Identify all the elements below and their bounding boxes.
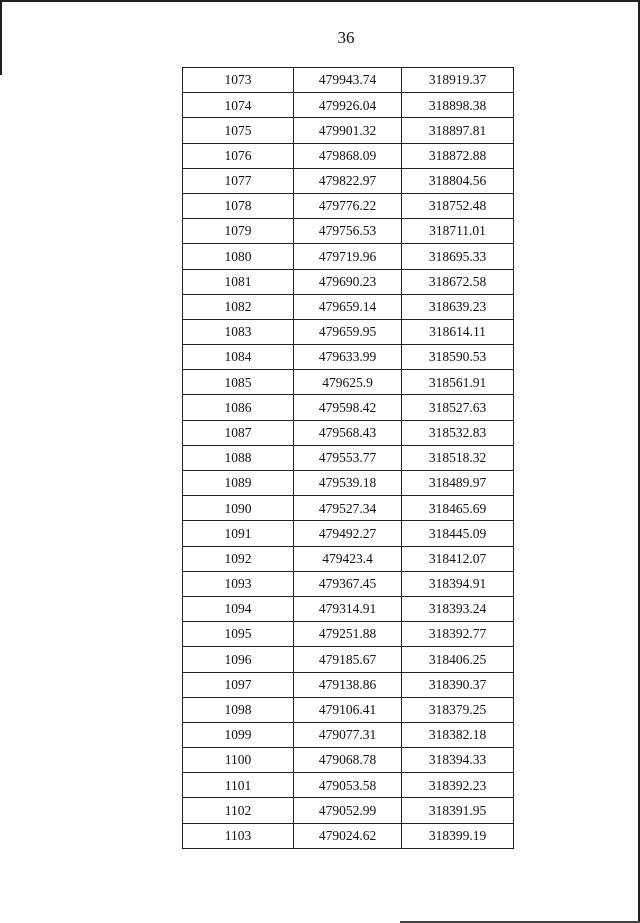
table-row	[183, 722, 514, 747]
y-coordinate-cell: 318614.11	[402, 319, 514, 344]
point-number-cell: 1073	[183, 68, 294, 93]
y-coordinate-cell: 318672.58	[402, 269, 514, 294]
x-coordinate-cell: 479052.99	[294, 798, 402, 823]
x-coordinate-cell: 479106.41	[294, 697, 402, 722]
point-number-cell: 1096	[183, 647, 294, 672]
y-coordinate-cell: 318639.23	[402, 294, 514, 319]
point-number-cell: 1087	[183, 420, 294, 445]
y-coordinate-cell: 318752.48	[402, 193, 514, 218]
point-number-cell: 1100	[183, 748, 294, 773]
y-coordinate-cell: 318590.53	[402, 345, 514, 370]
table-row	[183, 823, 514, 848]
y-coordinate-cell: 318399.19	[402, 823, 514, 848]
y-coordinate-cell: 318804.56	[402, 168, 514, 193]
table-row	[183, 496, 514, 521]
x-coordinate-cell: 479024.62	[294, 823, 402, 848]
x-coordinate-cell: 479868.09	[294, 143, 402, 168]
x-coordinate-cell: 479943.74	[294, 68, 402, 93]
table-row	[183, 118, 514, 143]
y-coordinate-cell: 318527.63	[402, 395, 514, 420]
coordinates-table-body	[183, 68, 514, 849]
point-number-cell: 1094	[183, 596, 294, 621]
point-number-cell: 1097	[183, 672, 294, 697]
point-number-cell: 1084	[183, 345, 294, 370]
y-coordinate-cell: 318379.25	[402, 697, 514, 722]
table-row	[183, 319, 514, 344]
table-row	[183, 420, 514, 445]
x-coordinate-cell: 479901.32	[294, 118, 402, 143]
page-edge-top	[0, 0, 640, 2]
table-row	[183, 294, 514, 319]
x-coordinate-cell: 479423.4	[294, 546, 402, 571]
y-coordinate-cell: 318445.09	[402, 521, 514, 546]
point-number-cell: 1089	[183, 471, 294, 496]
table-row	[183, 370, 514, 395]
point-number-cell: 1083	[183, 319, 294, 344]
x-coordinate-cell: 479690.23	[294, 269, 402, 294]
x-coordinate-cell: 479053.58	[294, 773, 402, 798]
point-number-cell: 1090	[183, 496, 294, 521]
point-number-cell: 1095	[183, 622, 294, 647]
y-coordinate-cell: 318465.69	[402, 496, 514, 521]
y-coordinate-cell: 318518.32	[402, 445, 514, 470]
x-coordinate-cell: 479068.78	[294, 748, 402, 773]
y-coordinate-cell: 318394.91	[402, 571, 514, 596]
table-row	[183, 168, 514, 193]
x-coordinate-cell: 479719.96	[294, 244, 402, 269]
x-coordinate-cell: 479633.99	[294, 345, 402, 370]
x-coordinate-cell: 479251.88	[294, 622, 402, 647]
y-coordinate-cell: 318392.23	[402, 773, 514, 798]
table-row	[183, 345, 514, 370]
page-number: 36	[337, 28, 355, 47]
table-row	[183, 697, 514, 722]
y-coordinate-cell: 318394.33	[402, 748, 514, 773]
x-coordinate-cell: 479659.95	[294, 319, 402, 344]
table-row	[183, 596, 514, 621]
x-coordinate-cell: 479138.86	[294, 672, 402, 697]
x-coordinate-cell: 479756.53	[294, 219, 402, 244]
table-row	[183, 748, 514, 773]
y-coordinate-cell: 318390.37	[402, 672, 514, 697]
y-coordinate-cell: 318532.83	[402, 420, 514, 445]
point-number-cell: 1093	[183, 571, 294, 596]
x-coordinate-cell: 479659.14	[294, 294, 402, 319]
coordinates-table	[182, 67, 514, 849]
x-coordinate-cell: 479077.31	[294, 722, 402, 747]
y-coordinate-cell: 318872.88	[402, 143, 514, 168]
x-coordinate-cell: 479314.91	[294, 596, 402, 621]
y-coordinate-cell: 318898.38	[402, 93, 514, 118]
y-coordinate-cell: 318695.33	[402, 244, 514, 269]
table-row	[183, 93, 514, 118]
y-coordinate-cell: 318711.01	[402, 219, 514, 244]
x-coordinate-cell: 479527.34	[294, 496, 402, 521]
table-row	[183, 521, 514, 546]
x-coordinate-cell: 479553.77	[294, 445, 402, 470]
y-coordinate-cell: 318392.77	[402, 622, 514, 647]
table-row	[183, 471, 514, 496]
table-row	[183, 244, 514, 269]
y-coordinate-cell: 318412.07	[402, 546, 514, 571]
table-row	[183, 193, 514, 218]
table-row	[183, 68, 514, 93]
point-number-cell: 1077	[183, 168, 294, 193]
point-number-cell: 1078	[183, 193, 294, 218]
table-row	[183, 269, 514, 294]
y-coordinate-cell: 318391.95	[402, 798, 514, 823]
table-row	[183, 571, 514, 596]
point-number-cell: 1085	[183, 370, 294, 395]
x-coordinate-cell: 479926.04	[294, 93, 402, 118]
table-row	[183, 143, 514, 168]
table-row	[183, 672, 514, 697]
point-number-cell: 1081	[183, 269, 294, 294]
table-row	[183, 219, 514, 244]
x-coordinate-cell: 479822.97	[294, 168, 402, 193]
point-number-cell: 1099	[183, 722, 294, 747]
y-coordinate-cell: 318382.18	[402, 722, 514, 747]
point-number-cell: 1075	[183, 118, 294, 143]
point-number-cell: 1102	[183, 798, 294, 823]
x-coordinate-cell: 479367.45	[294, 571, 402, 596]
point-number-cell: 1086	[183, 395, 294, 420]
point-number-cell: 1074	[183, 93, 294, 118]
point-number-cell: 1103	[183, 823, 294, 848]
table-row	[183, 798, 514, 823]
point-number-cell: 1092	[183, 546, 294, 571]
x-coordinate-cell: 479539.18	[294, 471, 402, 496]
point-number-cell: 1082	[183, 294, 294, 319]
y-coordinate-cell: 318406.25	[402, 647, 514, 672]
x-coordinate-cell: 479185.67	[294, 647, 402, 672]
x-coordinate-cell: 479568.43	[294, 420, 402, 445]
y-coordinate-cell: 318919.37	[402, 68, 514, 93]
table-row	[183, 773, 514, 798]
y-coordinate-cell: 318897.81	[402, 118, 514, 143]
x-coordinate-cell: 479598.42	[294, 395, 402, 420]
y-coordinate-cell: 318393.24	[402, 596, 514, 621]
point-number-cell: 1076	[183, 143, 294, 168]
table-row	[183, 445, 514, 470]
table-row	[183, 395, 514, 420]
y-coordinate-cell: 318561.91	[402, 370, 514, 395]
point-number-cell: 1088	[183, 445, 294, 470]
point-number-cell: 1080	[183, 244, 294, 269]
point-number-cell: 1098	[183, 697, 294, 722]
table-row	[183, 647, 514, 672]
table-row	[183, 622, 514, 647]
point-number-cell: 1101	[183, 773, 294, 798]
x-coordinate-cell: 479625.9	[294, 370, 402, 395]
y-coordinate-cell: 318489.97	[402, 471, 514, 496]
x-coordinate-cell: 479492.27	[294, 521, 402, 546]
x-coordinate-cell: 479776.22	[294, 193, 402, 218]
point-number-cell: 1091	[183, 521, 294, 546]
point-number-cell: 1079	[183, 219, 294, 244]
table-row	[183, 546, 514, 571]
